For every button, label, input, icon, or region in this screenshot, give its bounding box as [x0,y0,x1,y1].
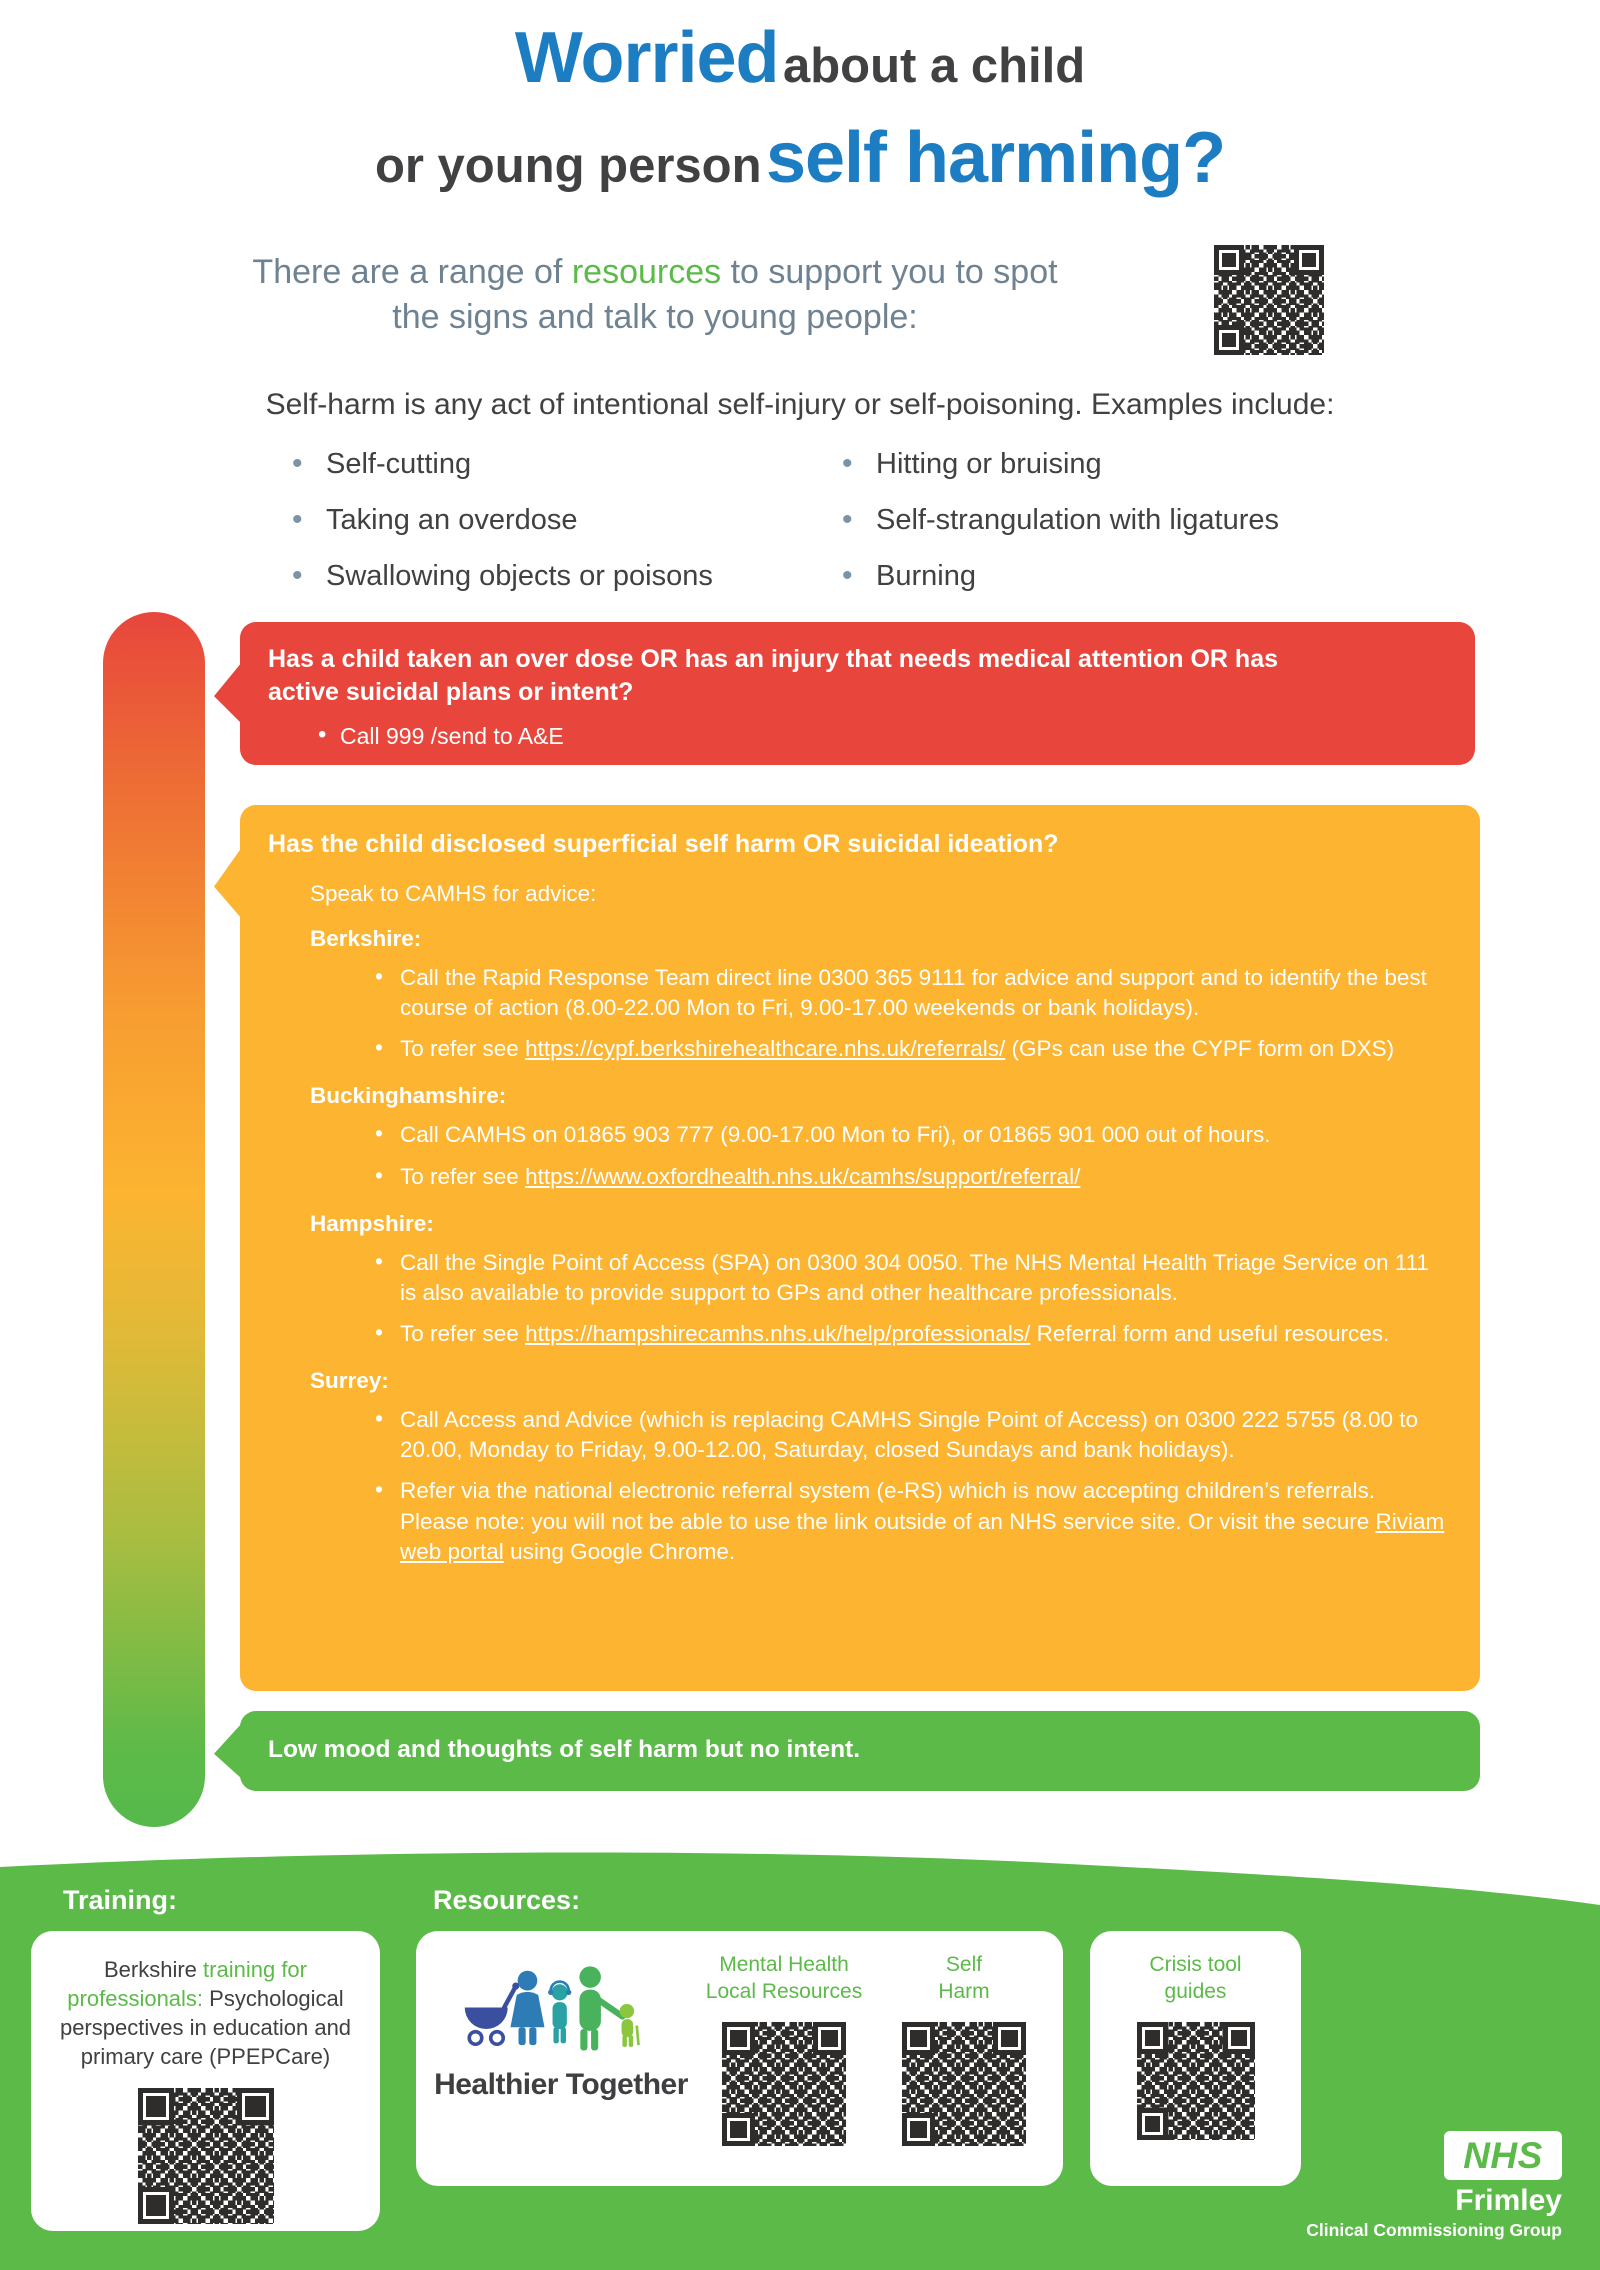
severity-gradient-band [103,612,205,1827]
page-title [0,18,1600,218]
resources-label: Resources: [433,1885,581,1915]
hampshire-bullet-1: • Call the Single Point of Access (SPA) on 0300 304 0050. The NHS Mental Health Triage Service on 111 is also available to provide support to GPs and other healthcare professionals. [400,1248,1450,1308]
training-card [31,1931,380,2231]
amber-box-heading: Has the child disclosed superficial self harm OR suicidal ideation? [268,830,1059,858]
bullet-text-post: Referral form and useful resources. [1030,1320,1390,1346]
title-line-1 [0,18,1600,118]
qr-code-self-harm [895,2015,1033,2153]
buckinghamshire-bullet-2 [400,1162,1450,1192]
list-item: • Burning [842,560,1279,593]
buckinghamshire-referral-link[interactable]: https://www.oxfordhealth.nhs.uk/camhs/support/referral/ [525,1163,1081,1189]
nhs-org-name: Frimley [1455,2184,1562,2217]
qr-code-training [131,2081,281,2231]
bullet-text-pre: To refer see [400,1163,526,1189]
healthier-together-block [426,1931,696,2102]
amber-box-intro: Speak to CAMHS for advice: [310,881,597,906]
examples-right-column [842,448,1279,616]
berkshire-bullet-1: • Call the Rapid Response Team direct line 0300 365 9111 for advice and support and to identify the best course of action (8.00-22.00 Mon to Fri, 9.00-17.00 weekends or bank holidays). [400,963,1450,1023]
resource-label: Mental Health Local Resources [705,1953,863,2004]
resource-mental-health-block [704,1931,864,2153]
surrey-bullet-2 [400,1476,1450,1566]
list-item: • Hitting or bruising [842,448,1279,481]
qr-code-mental-health-local-resources [715,2015,853,2153]
nhs-logo: NHS [1444,2131,1562,2180]
amber-advice-box [240,805,1480,1691]
riviam-web-portal-link[interactable]: Riviam web portal [400,1508,1445,1564]
nhs-suborg-name: Clinical Commissioning Group [1306,2220,1562,2240]
list-item: • Taking an overdose [292,504,713,537]
resource-self-harm-block [884,1931,1044,2153]
resource-label: Self Harm [938,1953,990,2004]
title-young-person: or young person [374,139,762,193]
crisis-card-label: Crisis tool guides [1149,1953,1242,2004]
bullet-text-post: (GPs can use the CYPF form on DXS) [1005,1036,1395,1062]
healthier-together-wordmark: Healthier Together [434,2068,688,2101]
red-box-bullet: • Call 999 /send to A&E [340,723,1475,750]
title-self-harming: self harming? [765,118,1226,198]
red-box-heading: Has a child taken an over dose OR has an injury that needs medical attention OR has active suicidal plans or intent? [268,645,1278,706]
definition-text: Self-harm is any act of intentional self-injury or self-poisoning. Examples include: [265,388,1335,421]
footer [0,1843,1600,2270]
speech-tail [214,662,242,724]
surrey-bullet-1: • Call Access and Advice (which is replacing CAMHS Single Point of Access) on 0300 222 5755 (8.00 to 20.00, Monday to Friday, 9.00-12.00, Saturday, closed Sundays and bank holidays). [400,1405,1450,1465]
bullet-text-post: using Google Chrome. [503,1538,736,1564]
title-about-child: about a child [782,39,1086,93]
bullet-text-pre: Refer via the national electronic referral system (e-RS) which is now accepting children’s referrals. Please note: you will not be able to use the link outside of an NHS service site. Or visit the secure [400,1478,1376,1534]
list-item: • Self-strangulation with ligatures [842,504,1279,537]
hampshire-referral-link[interactable]: https://hampshirecamhs.nhs.uk/help/professionals/ [525,1320,1031,1346]
subtitle-pre: There are a range of [252,253,572,291]
bullet-text-pre: To refer see [400,1036,526,1062]
training-text-dark-1: Berkshire [104,1957,204,1982]
berkshire-bullet-2 [400,1034,1450,1064]
section-hampshire: Hampshire: [310,1210,434,1236]
training-text-dark-2: Psychological perspectives in education and primary care (PPEPCare) [59,1986,352,2070]
hampshire-bullet-2 [400,1319,1450,1349]
nhs-frimley-logo-block [1306,2131,1562,2241]
list-item: • Swallowing objects or poisons [292,560,713,593]
bullet-text-pre: To refer see [400,1320,526,1346]
resources-card [416,1931,1063,2186]
subtitle-post: to support you to spot the signs and talk to young people: [392,253,1058,336]
examples-left-column [292,448,713,616]
training-label: Training: [63,1885,177,1915]
subtitle [250,250,1060,340]
training-card-text [55,1955,356,2071]
section-surrey: Surrey: [310,1368,389,1394]
buckinghamshire-bullet-1: • Call CAMHS on 01865 903 777 (9.00-17.00 Mon to Fri), or 01865 901 000 out of hours. [400,1120,1450,1150]
green-box-heading: Low mood and thoughts of self harm but no intent. [268,1736,861,1763]
crisis-tool-card [1090,1931,1301,2186]
green-low-risk-box [240,1711,1480,1791]
list-item: • Self-cutting [292,448,713,481]
healthier-together-logo [454,1961,669,2063]
training-text-green: training for professionals: [67,1957,307,2012]
section-berkshire: Berkshire: [310,926,422,951]
berkshire-referral-link[interactable]: https://cypf.berkshirehealthcare.nhs.uk/referrals/ [525,1036,1006,1062]
title-line-2 [0,118,1600,218]
qr-code-crisis-tool-guides [1130,2015,1262,2147]
section-buckinghamshire: Buckinghamshire: [310,1083,507,1109]
speech-tail [214,1723,242,1779]
speech-tail [214,847,242,919]
title-worried: Worried [514,18,779,98]
subtitle-resources-highlight: resources [571,253,722,291]
qr-code-resources-top [1207,238,1331,362]
red-emergency-box [240,622,1475,765]
